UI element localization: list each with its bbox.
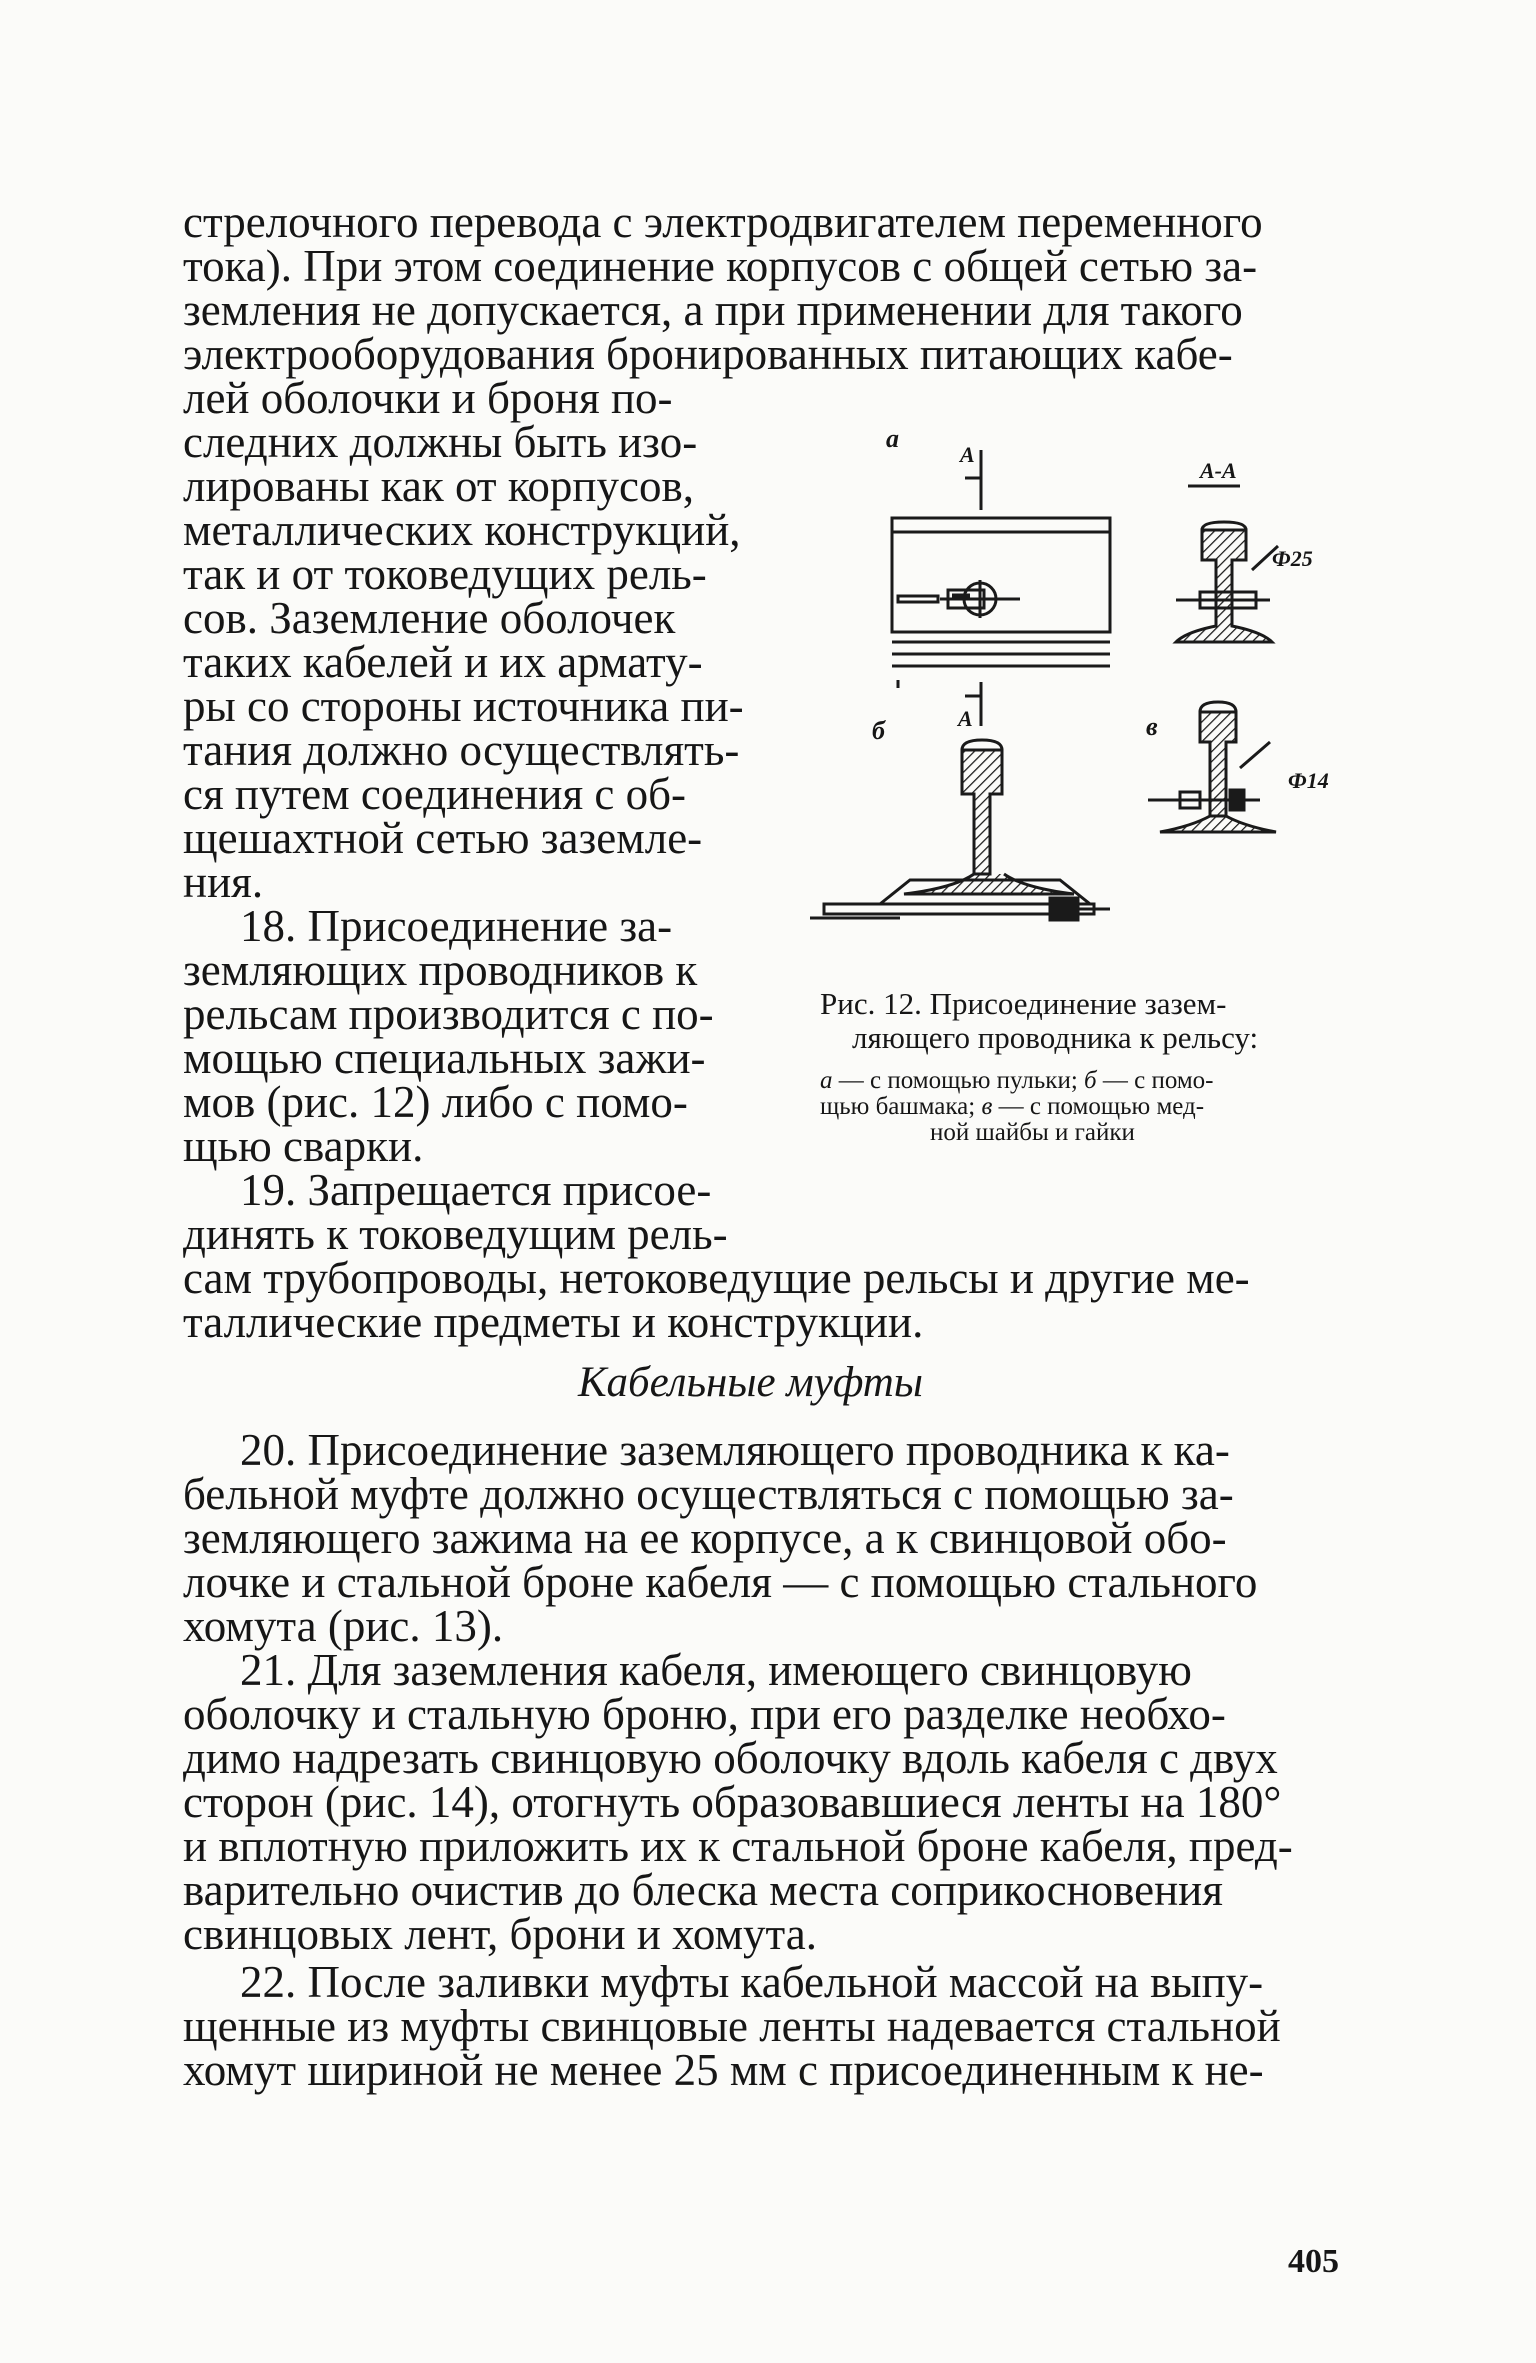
text-line: лированы как от корпусов, (183, 461, 694, 511)
text-line: земляющего зажима на ее корпусе, а к свинцовой обо- (183, 1513, 1227, 1563)
section-heading: Кабельные муфты (578, 1359, 923, 1406)
text-line: хомута (рис. 13). (183, 1601, 504, 1651)
text-line: оболочку и стальную броню, при его разделке необхо- (183, 1689, 1226, 1739)
section-mark-top: А (960, 442, 975, 467)
text-line: лочке и стальной броне кабеля — с помощью стального (183, 1557, 1258, 1607)
figure-label-v: в (1146, 712, 1158, 741)
text-line: хомут шириной не менее 25 мм с присоединенным к не- (183, 2045, 1264, 2095)
text-line: 22. После заливки муфты кабельной массой на выпу- (240, 1957, 1264, 2007)
text-line: электрооборудования бронированных питающих кабе- (183, 329, 1233, 379)
rail-side-view (892, 450, 1110, 726)
text-line: варительно очистив до блеска места соприкосновения (183, 1865, 1223, 1915)
figure-label-a: а (886, 424, 899, 453)
text-line: земляющих проводников к (183, 945, 698, 995)
caption-key: б (1084, 1067, 1097, 1094)
page-number: 405 (1288, 2243, 1339, 2280)
text-line: мов (рис. 12) либо с помо- (183, 1077, 688, 1127)
text-line: щешахтной сетью заземле- (183, 813, 703, 863)
rail-section-aa (1176, 486, 1278, 642)
caption-text: щью башмака; (820, 1093, 982, 1120)
figure-drawing (800, 420, 1360, 960)
text-line: динять к токоведущим рель- (183, 1209, 728, 1259)
text-line: 20. Присоединение заземляющего проводника к ка- (240, 1425, 1230, 1475)
text-line: тания должно осуществлять- (183, 725, 740, 775)
text-line: димо надрезать свинцовую оболочку вдоль кабеля с двух (183, 1733, 1278, 1783)
text-line: 19. Запрещается присое- (240, 1165, 712, 1215)
figure-caption-title: ляющего проводника к рельсу: (852, 1020, 1259, 1055)
caption-text: — с помощью пульки; (832, 1067, 1085, 1094)
section-mark-bottom: А (958, 706, 973, 731)
text-line: следних должны быть изо- (183, 417, 698, 467)
figure-caption-legend: ной шайбы и гайки (930, 1119, 1135, 1146)
text-line: щью сварки. (183, 1121, 424, 1171)
caption-text: — с помощью мед- (992, 1093, 1205, 1120)
text-line: свинцовых лент, брони и хомута. (183, 1909, 817, 1959)
text-line: ры со стороны источника пи- (183, 681, 744, 731)
text-line: мощью специальных зажи- (183, 1033, 706, 1083)
figure-caption-title: Рис. 12. Присоединение зазем- (820, 986, 1227, 1021)
text-line: щенные из муфты свинцовые ленты надевается стальной (183, 2001, 1281, 2051)
text-line: ния. (183, 857, 264, 907)
rail-shoe-clamp (810, 740, 1110, 920)
text-line: таллические предметы и конструкции. (183, 1297, 924, 1347)
text-line: металлических конструкций, (183, 505, 741, 555)
figure-label-b: б (872, 716, 885, 745)
caption-key: а (820, 1067, 833, 1094)
text-line: рельсам производится с по- (183, 989, 714, 1039)
figure-caption-legend (820, 1068, 1214, 1093)
text-line: сов. Заземление оболочек (183, 593, 676, 643)
text-line: бельной муфте должно осуществляться с помощью за- (183, 1469, 1234, 1519)
caption-text: — с помо- (1096, 1067, 1214, 1094)
dimension-25: Ф25 (1272, 546, 1313, 571)
section-view-label: А-А (1200, 458, 1237, 483)
text-line: и вплотную приложить их к стальной броне кабеля, пред- (183, 1821, 1293, 1871)
text-line: земления не допускается, а при применении для такого (183, 285, 1243, 335)
text-line: лей оболочки и броня по- (183, 373, 673, 423)
figure-caption-legend (820, 1094, 1204, 1119)
text-line: тока). При этом соединение корпусов с общей сетью за- (183, 241, 1258, 291)
text-line: так и от токоведущих рель- (183, 549, 707, 599)
rail-washer-nut (1148, 702, 1276, 832)
text-line: 18. Присоединение за- (240, 901, 673, 951)
text-line: сторон (рис. 14), отогнуть образовавшиеся ленты на 180° (183, 1777, 1282, 1827)
dimension-14: Ф14 (1288, 768, 1329, 793)
text-line: таких кабелей и их армату- (183, 637, 703, 687)
text-line: ся путем соединения с об- (183, 769, 687, 819)
caption-key: в (981, 1093, 993, 1120)
text-line: сам трубопроводы, нетоковедущие рельсы и другие ме- (183, 1253, 1250, 1303)
text-line: 21. Для заземления кабеля, имеющего свинцовую (240, 1645, 1192, 1695)
text-line: стрелочного перевода с электродвигателем переменного (183, 197, 1263, 247)
